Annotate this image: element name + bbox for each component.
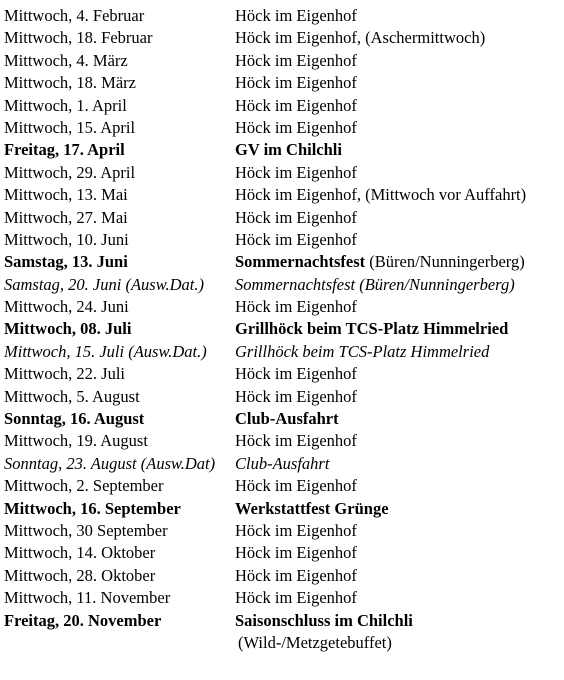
event-description <box>235 341 489 363</box>
event-title: Sommernachtsfest <box>235 252 366 272</box>
event-description <box>235 296 357 318</box>
schedule-row <box>4 296 560 318</box>
event-title: Höck im Eigenhof <box>235 6 357 25</box>
event-date: Mittwoch, 5. August <box>4 386 140 406</box>
event-date: Sonntag, 23. August (Ausw.Dat) <box>4 453 216 473</box>
schedule-row <box>4 50 560 72</box>
event-date: Mittwoch, 19. August <box>4 431 148 451</box>
event-date: Mittwoch, 15. Juli (Ausw.Dat.) <box>4 341 207 361</box>
event-description <box>235 274 515 296</box>
event-title: Höck im Eigenhof, <box>235 185 362 205</box>
event-title: Höck im Eigenhof <box>235 476 357 496</box>
event-description <box>235 251 525 273</box>
event-description <box>235 386 357 408</box>
event-date: Mittwoch, 18. März <box>4 73 136 93</box>
schedule-row <box>4 610 560 632</box>
schedule-continuation-row <box>4 632 560 654</box>
schedule-row <box>4 5 560 27</box>
event-date: Sonntag, 16. August <box>4 409 145 429</box>
event-note: (Büren/Nunningerberg) <box>365 252 525 272</box>
schedule-row <box>4 565 560 587</box>
event-title: Höck im Eigenhof <box>235 565 357 585</box>
schedule-row <box>4 363 560 385</box>
event-schedule <box>4 5 560 654</box>
event-description <box>235 72 357 94</box>
event-date: Mittwoch, 30 September <box>4 520 168 540</box>
event-description <box>235 520 357 542</box>
event-date: Mittwoch, 4. März <box>4 50 128 70</box>
event-title: Höck im Eigenhof <box>235 588 357 608</box>
event-title: Club-Ausfahrt <box>235 409 339 429</box>
event-description <box>235 95 357 117</box>
event-description <box>235 498 389 520</box>
schedule-row <box>4 184 560 206</box>
event-title: Höck im Eigenhof <box>235 297 357 317</box>
event-date: Samstag, 20. Juni (Ausw.Dat.) <box>4 274 204 294</box>
schedule-row <box>4 498 560 520</box>
event-description <box>235 408 339 430</box>
schedule-row <box>4 162 560 184</box>
event-description <box>235 565 357 587</box>
event-title: Höck im Eigenhof <box>235 73 357 93</box>
event-note: (Aschermittwoch) <box>361 28 486 48</box>
schedule-row <box>4 386 560 408</box>
schedule-row <box>4 475 560 497</box>
schedule-row <box>4 139 560 161</box>
event-date: Mittwoch, 1. April <box>4 95 127 115</box>
event-date: Freitag, 20. November <box>4 610 162 630</box>
schedule-row <box>4 27 560 49</box>
event-date: Mittwoch, 16. September <box>4 498 181 518</box>
event-description <box>235 587 357 609</box>
event-title: Höck im Eigenhof <box>235 543 357 563</box>
event-title: Höck im Eigenhof <box>235 520 357 540</box>
event-date: Mittwoch, 08. Juli <box>4 319 132 339</box>
schedule-row <box>4 318 560 340</box>
event-title: Höck im Eigenhof <box>235 117 357 137</box>
event-description <box>235 27 485 49</box>
event-date: Mittwoch, 4. Februar <box>4 6 145 25</box>
schedule-row <box>4 274 560 296</box>
event-date: Mittwoch, 10. Juni <box>4 229 129 249</box>
schedule-row <box>4 520 560 542</box>
event-date: Freitag, 17. April <box>4 140 125 160</box>
event-description <box>235 139 342 161</box>
event-date: Mittwoch, 11. November <box>4 588 171 608</box>
event-date: Mittwoch, 29. April <box>4 162 136 182</box>
event-description <box>235 117 357 139</box>
event-date: Mittwoch, 22. Juli <box>4 364 126 384</box>
event-description <box>235 430 357 452</box>
event-date: Mittwoch, 2. September <box>4 476 164 496</box>
event-title: Höck im Eigenhof <box>235 50 357 70</box>
event-title: Grillhöck beim TCS-Platz Himmelried <box>235 319 509 339</box>
event-description <box>235 363 357 385</box>
schedule-row <box>4 207 560 229</box>
event-description <box>235 542 357 564</box>
event-title: Sommernachtsfest (Büren/Nunningerberg) <box>235 274 515 294</box>
event-title: Grillhöck beim TCS-Platz Himmelried <box>235 341 490 361</box>
event-title: Höck im Eigenhof <box>235 229 357 249</box>
event-title: Club-Ausfahrt <box>235 453 330 473</box>
schedule-row <box>4 72 560 94</box>
event-title: Höck im Eigenhof <box>235 162 357 182</box>
event-description <box>235 207 357 229</box>
schedule-row <box>4 587 560 609</box>
event-date: Mittwoch, 13. Mai <box>4 185 128 205</box>
schedule-rows <box>4 5 560 632</box>
event-title: Höck im Eigenhof <box>235 431 357 451</box>
event-description <box>235 610 413 632</box>
event-description <box>235 5 357 27</box>
event-note: (Mittwoch vor Auffahrt) <box>361 185 527 205</box>
event-description <box>235 184 526 206</box>
event-title: Höck im Eigenhof <box>235 364 357 384</box>
schedule-row <box>4 542 560 564</box>
schedule-row <box>4 341 560 363</box>
event-title: GV im Chilchli <box>235 140 342 160</box>
event-title: Höck im Eigenhof <box>235 95 357 115</box>
event-title: Höck im Eigenhof <box>235 386 357 406</box>
schedule-row <box>4 229 560 251</box>
event-title: Saisonschluss im Chilchli <box>235 610 413 630</box>
schedule-row <box>4 95 560 117</box>
schedule-row <box>4 430 560 452</box>
event-title: Höck im Eigenhof <box>235 207 357 227</box>
event-description <box>235 229 357 251</box>
final-note: (Wild-/Metzgetebuffet) <box>238 632 392 652</box>
schedule-row <box>4 117 560 139</box>
schedule-row <box>4 408 560 430</box>
event-date: Mittwoch, 28. Oktober <box>4 565 156 585</box>
event-title: Werkstattfest Grünge <box>235 498 389 518</box>
event-date: Mittwoch, 15. April <box>4 117 136 137</box>
event-date: Mittwoch, 18. Februar <box>4 28 153 48</box>
event-date: Mittwoch, 14. Oktober <box>4 543 156 563</box>
schedule-row <box>4 251 560 273</box>
event-description <box>235 475 357 497</box>
event-date: Mittwoch, 27. Mai <box>4 207 128 227</box>
schedule-row <box>4 453 560 475</box>
event-title: Höck im Eigenhof, <box>235 28 362 48</box>
event-description <box>235 50 357 72</box>
event-description <box>235 318 508 340</box>
event-date: Mittwoch, 24. Juni <box>4 297 129 317</box>
event-description <box>235 453 329 475</box>
event-date: Samstag, 13. Juni <box>4 252 128 272</box>
event-description <box>235 162 357 184</box>
